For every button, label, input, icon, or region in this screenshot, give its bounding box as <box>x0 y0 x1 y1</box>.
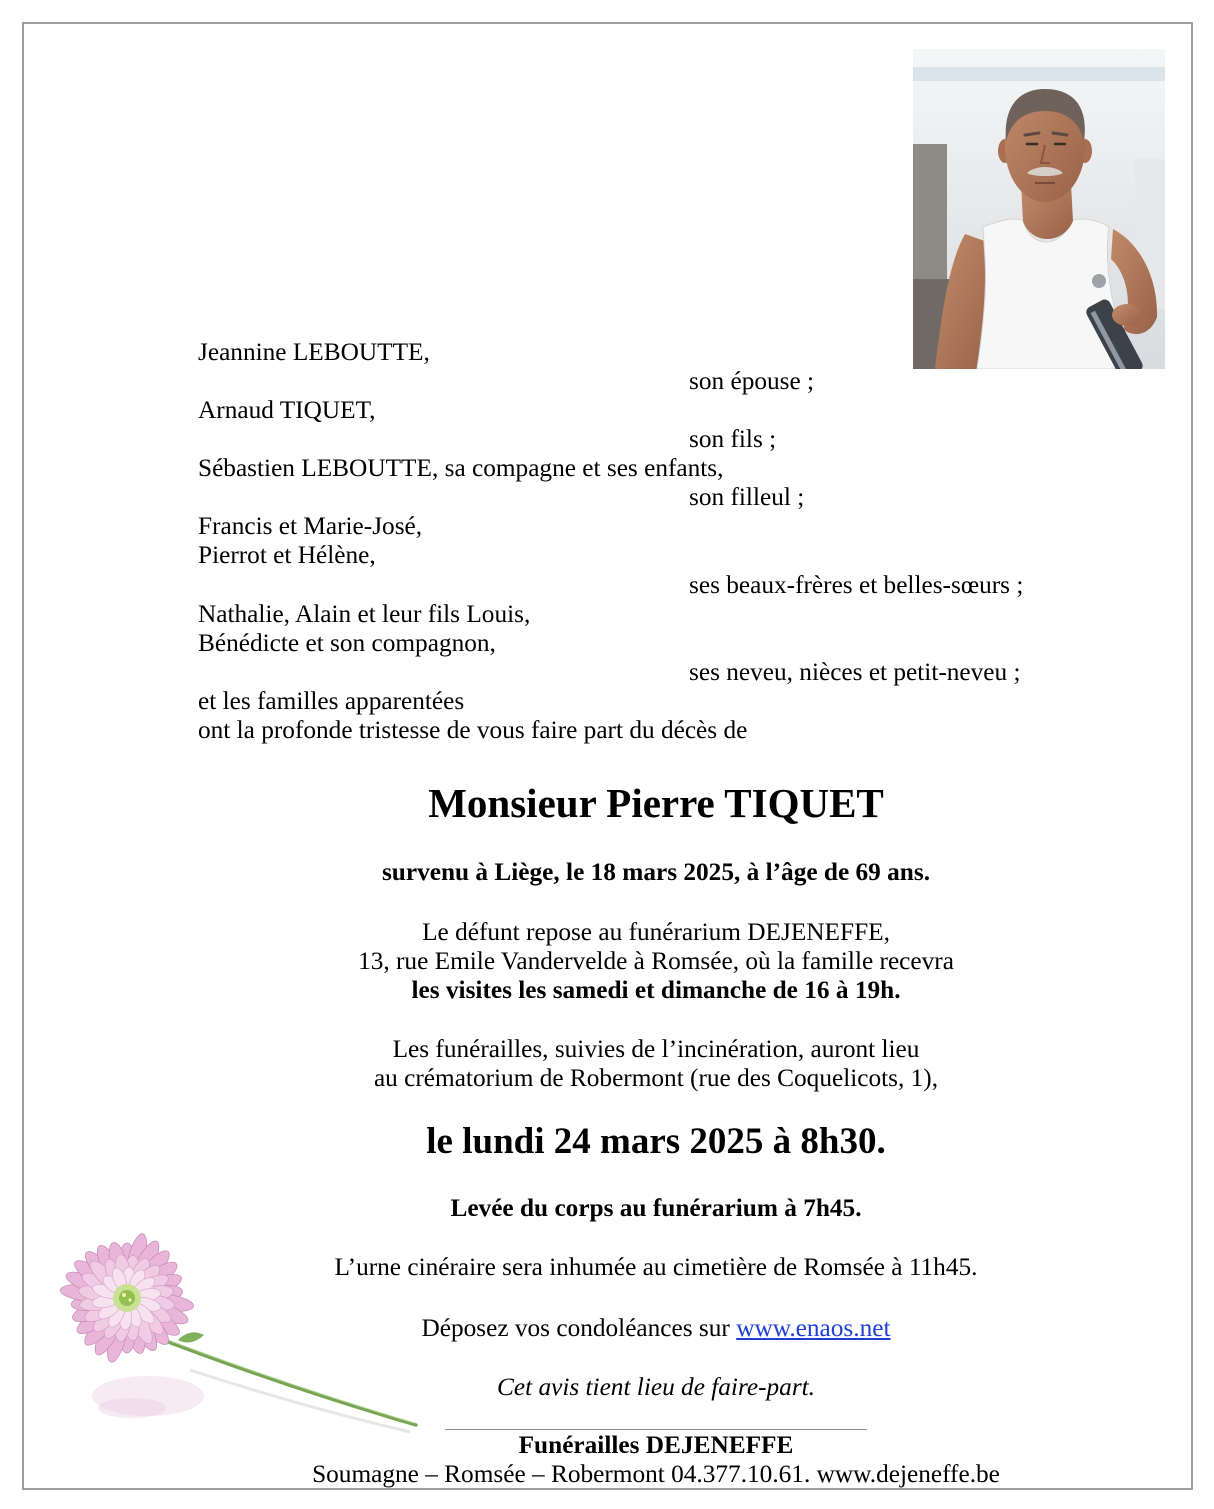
flower-center <box>113 1284 141 1312</box>
family-member-name: Francis et Marie-José, <box>198 512 423 541</box>
repose-line: Le défunt repose au funérarium DEJENEFFE, <box>422 917 890 946</box>
flower-decoration <box>40 1170 440 1450</box>
flower-stem <box>150 1334 416 1425</box>
funeral-datetime: le lundi 24 mars 2025 à 8h30. <box>426 1121 886 1162</box>
visiting-hours: les visites les samedi et dimanche de 16 à 19h. <box>411 975 901 1004</box>
family-relation: son fils ; <box>689 424 777 453</box>
portrait-image <box>913 49 1165 369</box>
family-list <box>198 338 1023 746</box>
funeral-line: Les funérailles, suivies de l’incinération, auront lieu <box>392 1034 920 1063</box>
flower-shadow <box>92 1370 410 1432</box>
funeral-home-name: Funérailles DEJENEFFE <box>518 1430 794 1459</box>
levee-du-corps: Levée du corps au funérarium à 7h45. <box>450 1193 862 1222</box>
family-member-name: Arnaud TIQUET, <box>198 395 376 424</box>
family-member-name: Bénédicte et son compagnon, <box>198 628 496 657</box>
announcement-line: et les familles apparentées <box>198 687 465 716</box>
family-member-name: Sébastien LEBOUTTE, sa compagne et ses enfants, <box>198 454 724 483</box>
family-relation: son épouse ; <box>689 366 815 395</box>
notice-note: Cet avis tient lieu de faire-part. <box>496 1372 816 1401</box>
family-member-name: Jeannine LEBOUTTE, <box>198 337 430 366</box>
repose-address: 13, rue Emile Vandervelde à Romsée, où la famille recevra <box>358 946 954 975</box>
flower-leaf <box>178 1332 204 1342</box>
family-member-name: Pierrot et Hélène, <box>198 541 376 570</box>
deceased-name: Monsieur Pierre TIQUET <box>428 780 884 826</box>
funeral-location: au crématorium de Robermont (rue des Coquelicots, 1), <box>373 1063 939 1092</box>
urn-burial: L’urne cinéraire sera inhumée au cimetière de Romsée à 11h45. <box>334 1252 978 1281</box>
condolences-link[interactable]: www.enaos.net <box>736 1313 891 1342</box>
condolences-text: Déposez vos condoléances sur <box>421 1313 730 1342</box>
funeral-home-details: Soumagne – Romsée – Robermont 04.377.10.61. www.dejeneffe.be <box>312 1459 1000 1488</box>
family-relation: ses neveu, nièces et petit-neveu ; <box>689 658 1021 687</box>
family-relation: ses beaux-frères et belles-sœurs ; <box>689 570 1024 599</box>
family-member-name: Nathalie, Alain et leur fils Louis, <box>198 599 531 628</box>
family-relation: son filleul ; <box>689 483 805 512</box>
deceased-photo <box>913 49 1165 369</box>
announcement-line: ont la profonde tristesse de vous faire part du décès de <box>198 716 748 745</box>
death-details: survenu à Liège, le 18 mars 2025, à l’âge de 69 ans. <box>381 857 931 886</box>
